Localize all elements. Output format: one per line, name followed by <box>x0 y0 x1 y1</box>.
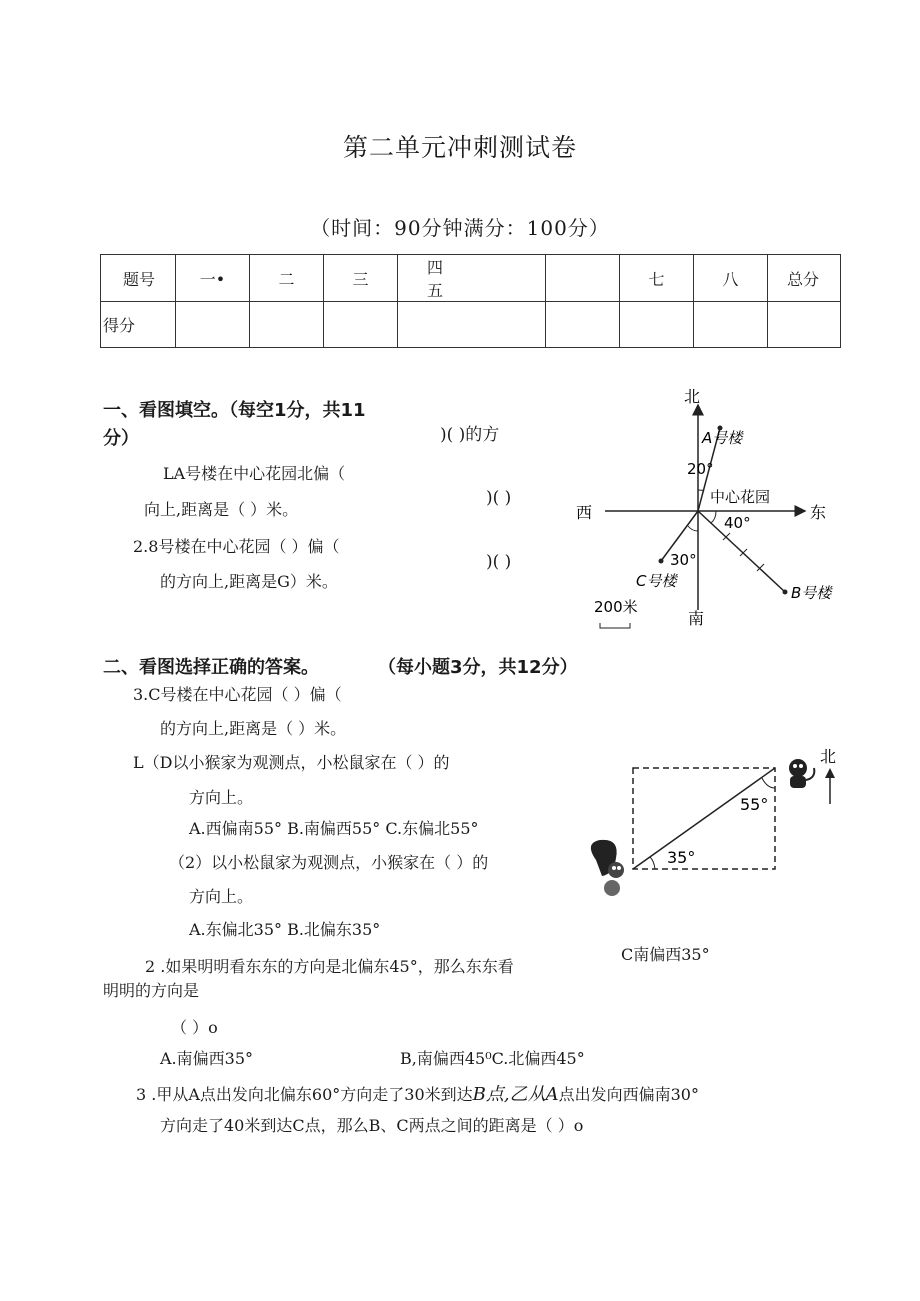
answer-fragment: )( ) <box>486 552 512 572</box>
question-2-options-bc[interactable]: B,南偏西45⁰C.北偏西45° <box>400 1049 585 1068</box>
section2-heading: 二、看图选择正确的答案。 <box>103 657 319 678</box>
question-3-line-1: 3.C号楼在中心花园（ ）偏（ <box>133 685 342 704</box>
question-3b-text-a: 3 .甲从A点出发向北偏东60°方向走了30米到达 <box>136 1085 473 1104</box>
angle-arc-bottom <box>650 857 655 869</box>
south-label: 南 <box>688 609 705 628</box>
east-label: 东 <box>810 503 827 522</box>
building-a-label: A号楼 <box>702 429 743 447</box>
question-l2-option-c[interactable]: C南偏西35° <box>621 945 710 964</box>
section1-heading-cont: 分） <box>103 428 139 449</box>
question-1-line-2: 向上,距离是（ ）米。 <box>144 500 299 519</box>
direction-figure <box>590 748 850 908</box>
center-label: 中心花园 <box>710 488 771 506</box>
col-8: 八 <box>694 255 768 302</box>
compass-diagram <box>560 380 850 640</box>
score-cell[interactable] <box>768 302 841 348</box>
question-3b-text-b: B点,乙从A <box>472 1084 559 1105</box>
section1-heading: 一、看图填空。（每空1分，共11 <box>103 400 366 421</box>
angle-bottom-label: 35° <box>667 848 696 867</box>
north-label: 北 <box>684 387 701 406</box>
angle-a-label: 20° <box>687 460 714 478</box>
score-cell[interactable] <box>620 302 694 348</box>
c-point <box>659 559 664 564</box>
col-5: 五 <box>426 281 443 300</box>
page-title: 第二单元冲刺测试卷 <box>342 133 577 162</box>
score-label: 得分 <box>101 302 176 348</box>
question-l1: L（D以小猴家为观测点，小松鼠家在（ ）的 <box>133 753 450 772</box>
west-label: 西 <box>576 503 593 522</box>
question-l1-cont: 方向上。 <box>189 788 254 807</box>
score-cell[interactable] <box>694 302 768 348</box>
question-number-label: 题号 <box>101 255 176 302</box>
angle-c-label: 30° <box>670 551 697 569</box>
angle-arc-c <box>688 526 698 531</box>
total-label: 总分 <box>768 255 841 302</box>
angle-b-label: 40° <box>724 514 751 532</box>
answer-fragment: )( ) <box>486 488 512 508</box>
exam-info: （时间：90分钟满分：100分） <box>310 216 610 240</box>
col-6 <box>546 255 620 302</box>
answer-fragment: )( )的方 <box>440 425 500 445</box>
scale-label: 200米 <box>594 598 638 616</box>
question-2-line-2: 明明的方向是 <box>103 981 200 1000</box>
col-4-5 <box>398 255 546 302</box>
question-2-line-1: 2.8号楼在中心花园（ ）偏（ <box>133 537 340 556</box>
section2-heading-note: （每小题3分，共12分） <box>378 657 578 678</box>
question-3b-text-c: 点出发向西偏南30° <box>558 1085 699 1104</box>
question-l2-cont: 方向上。 <box>189 887 254 906</box>
question-3b-line-1 <box>136 1080 699 1106</box>
question-l2: （2）以小松鼠家为观测点，小猴家在（ ）的 <box>169 853 489 872</box>
question-3-line-2: 的方向上,距离是（ ）米。 <box>160 719 347 738</box>
question-l1-options[interactable]: A.西偏南55° B.南偏西55° C.东偏北55° <box>189 819 479 838</box>
b-point <box>783 590 788 595</box>
angle-top-label: 55° <box>740 795 769 814</box>
col-7: 七 <box>620 255 694 302</box>
north-label: 北 <box>820 747 837 766</box>
question-2-blank[interactable]: （ ）o <box>171 1018 218 1037</box>
question-1-line-1: LA号楼在中心花园北偏（ <box>163 464 346 483</box>
north-arrow-head <box>825 768 835 778</box>
building-c-label: C号楼 <box>636 572 677 590</box>
building-b-label: B号楼 <box>791 584 832 602</box>
angle-arc-top <box>762 778 775 788</box>
question-l2-options[interactable]: A.东偏北35° B.北偏东35° <box>189 920 381 939</box>
connection-line <box>633 768 775 869</box>
question-2-option-a[interactable]: A.南偏西35° <box>160 1049 254 1068</box>
question-2-line-2: 的方向上,距离是G）米。 <box>160 572 338 591</box>
squirrel-icon <box>591 840 624 896</box>
col-2: 二 <box>250 255 324 302</box>
score-cell[interactable] <box>398 302 546 348</box>
score-table <box>100 254 841 348</box>
score-cell[interactable] <box>546 302 620 348</box>
question-3b-line-2: 方向走了40米到达C点，那么B、C两点之间的距离是（ ）o <box>160 1116 584 1135</box>
col-1: 一• <box>176 255 250 302</box>
question-2-line-1: 2 .如果明明看东东的方向是北偏东45°，那么东东看 <box>145 957 514 976</box>
scale-bar <box>600 623 630 628</box>
score-cell[interactable] <box>176 302 250 348</box>
score-cell[interactable] <box>250 302 324 348</box>
angle-arc-b <box>711 511 716 523</box>
col-4: 四 <box>426 258 443 277</box>
col-3: 三 <box>324 255 398 302</box>
monkey-icon <box>789 759 814 788</box>
score-cell[interactable] <box>324 302 398 348</box>
angle-arc-a <box>698 490 704 491</box>
